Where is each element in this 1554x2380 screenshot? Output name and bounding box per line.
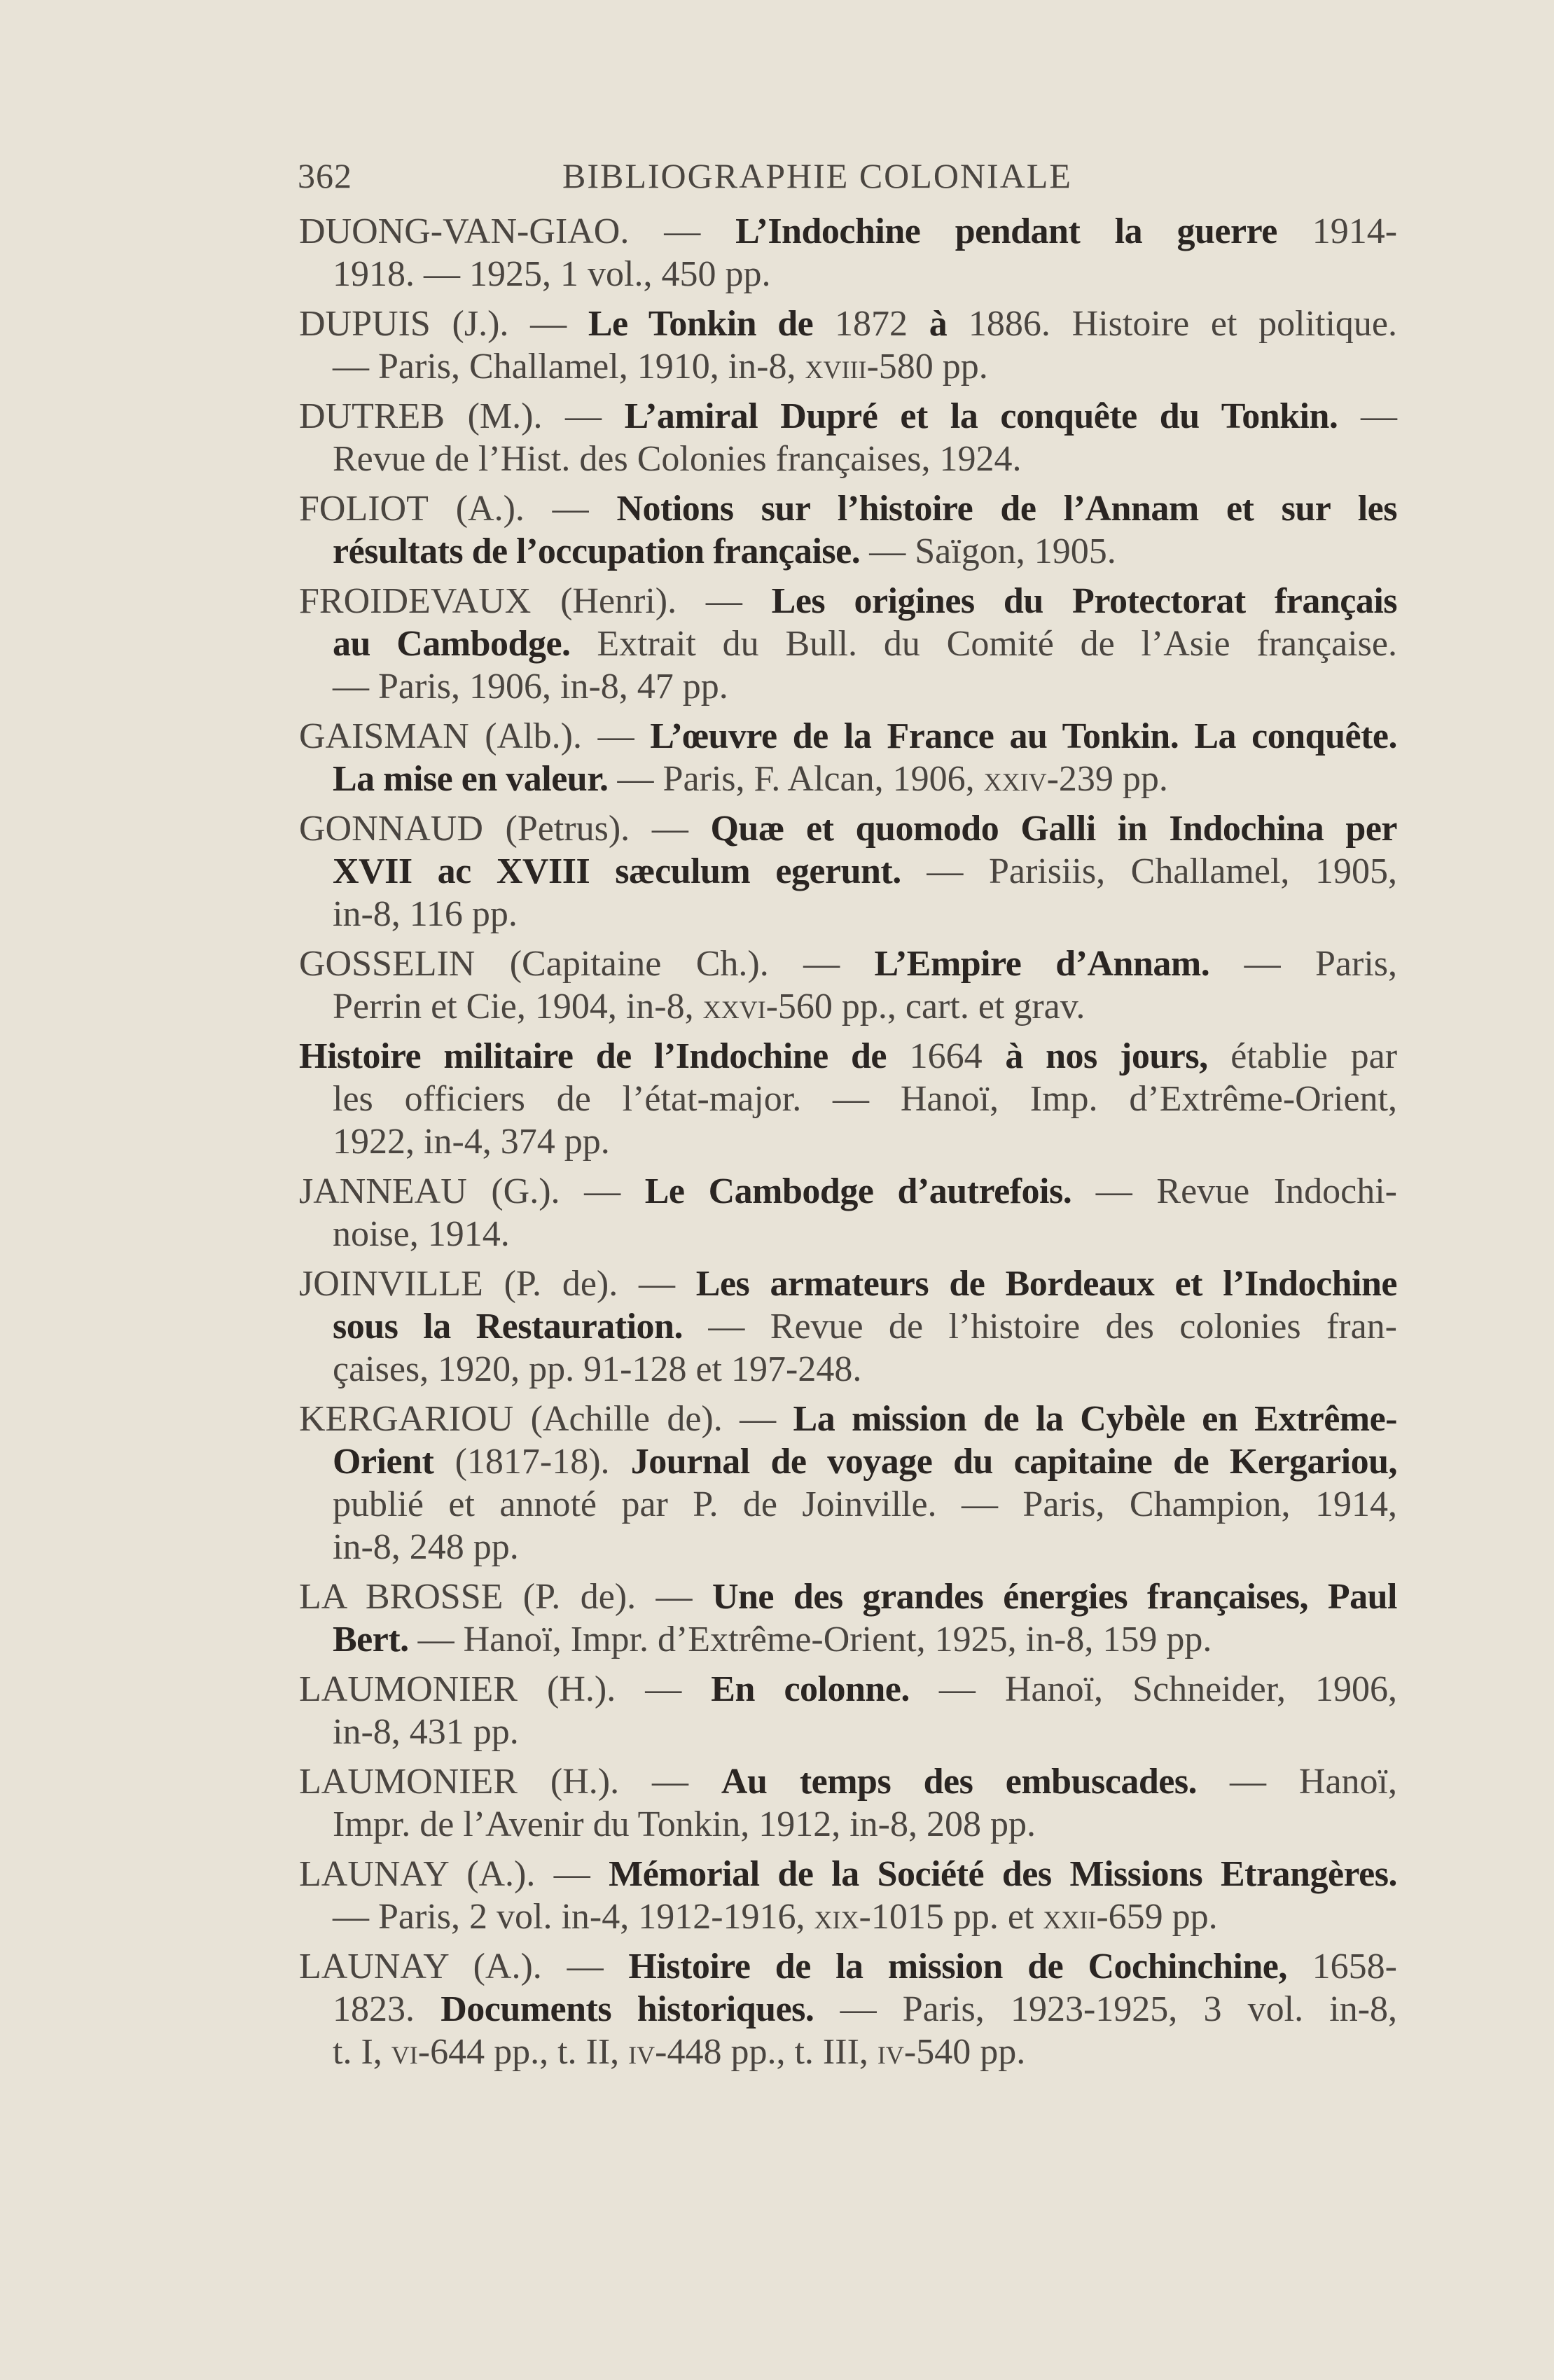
running-title: BIBLIOGRAPHIE COLONIALE bbox=[562, 156, 1072, 195]
bibliography-entry bbox=[299, 1760, 1397, 1846]
entry-text: xix bbox=[814, 1897, 859, 1937]
entry-text: — Parisiis, Challamel, 1905, bbox=[901, 851, 1397, 891]
page-number: 362 bbox=[298, 156, 352, 195]
entry-text: in-8, 248 pp. bbox=[333, 1527, 519, 1567]
bibliography-entry bbox=[299, 580, 1397, 708]
entry-text: — Hanoï, Impr. d’Extrême-Orient, 1925, in-8, 159 pp. bbox=[408, 1620, 1212, 1659]
entry-line bbox=[299, 302, 1397, 345]
entry-text: -560 pp., cart. et grav. bbox=[765, 987, 1085, 1027]
entry-text: — Paris, 1923-1925, 3 vol. in-8, bbox=[814, 1989, 1398, 2029]
bibliography-entry bbox=[299, 1575, 1397, 1661]
entry-text: Extrait du Bull. du Comité de l’Asie française. bbox=[570, 624, 1397, 664]
entry-title-text: Le Tonkin de bbox=[588, 304, 814, 344]
entry-text: — Hanoï, Schneider, 1906, bbox=[909, 1669, 1397, 1709]
entry-text: — Saïgon, 1905. bbox=[860, 531, 1116, 571]
entry-text: 1922, in-4, 374 pp. bbox=[333, 1122, 610, 1162]
entry-title-text: Les armateurs de Bordeaux et l’Indochine bbox=[695, 1264, 1397, 1304]
bibliography-entry bbox=[299, 715, 1397, 800]
entry-text: les officiers de l’état-major. — Hanoï, Imp. d’Extrême-Orient, bbox=[333, 1079, 1397, 1119]
bibliography-entry bbox=[299, 1170, 1397, 1255]
entry-title-text: Quæ et quomodo Galli in Indochina per bbox=[710, 809, 1397, 849]
entry-line bbox=[299, 1853, 1397, 1895]
entry-line bbox=[299, 1078, 1397, 1120]
entry-line bbox=[299, 1711, 1397, 1753]
entry-text: Impr. de l’Avenir du Tonkin, 1912, in-8, 208 pp. bbox=[333, 1804, 1036, 1844]
entry-text: — Hanoï, bbox=[1197, 1762, 1397, 1802]
entry-text: DUPUIS (J.). — bbox=[299, 304, 588, 344]
entry-text: -580 pp. bbox=[866, 347, 988, 387]
entry-line bbox=[299, 1262, 1397, 1305]
bibliography-entry bbox=[299, 1035, 1397, 1163]
entry-text: çaises, 1920, pp. 91-128 et 197-248. bbox=[333, 1349, 862, 1389]
bibliography-entry bbox=[299, 1668, 1397, 1753]
entry-text: in-8, 431 pp. bbox=[333, 1712, 519, 1752]
bibliography-entry bbox=[299, 395, 1397, 480]
entry-title-text: Journal de voyage du capitaine de Kergariou, bbox=[630, 1442, 1397, 1482]
entry-title-text: Les origines du Protectorat français bbox=[771, 581, 1398, 621]
bibliography-entry bbox=[299, 1262, 1397, 1391]
entry-text: -239 pp. bbox=[1046, 759, 1168, 799]
entry-title-text: XVII ac XVIII sæculum egerunt. bbox=[333, 851, 901, 891]
bibliography-entry bbox=[299, 1398, 1397, 1568]
entry-line bbox=[299, 1526, 1397, 1568]
entry-text: — Paris, F. Alcan, 1906, bbox=[608, 759, 984, 799]
bibliography-entry bbox=[299, 1853, 1397, 1938]
entry-text: — Paris, 2 vol. in-4, 1912-1916, bbox=[333, 1897, 814, 1937]
entry-line bbox=[299, 942, 1397, 985]
entry-text: -644 pp., t. II, bbox=[417, 2032, 629, 2072]
entry-text: LAUMONIER (H.). — bbox=[299, 1762, 721, 1802]
entry-text: KERGARIOU (Achille de). — bbox=[299, 1399, 793, 1439]
entry-text: 1886. Histoire et politique. bbox=[947, 304, 1398, 344]
entry-text: GONNAUD (Petrus). — bbox=[299, 809, 711, 849]
entry-title-text: Orient bbox=[333, 1442, 434, 1482]
entry-text: (1817-18). bbox=[433, 1442, 631, 1482]
entry-text: FOLIOT (A.). — bbox=[299, 489, 617, 529]
entry-line bbox=[299, 1575, 1397, 1618]
entry-line bbox=[299, 487, 1397, 530]
entry-text: LAUNAY (A.). — bbox=[299, 1854, 609, 1894]
bibliography-entry bbox=[299, 210, 1397, 295]
entry-text: iv bbox=[628, 2032, 655, 2072]
entry-title-text: Histoire de la mission de Cochinchine, bbox=[628, 1947, 1287, 1986]
entry-title-text: à nos jours, bbox=[1005, 1036, 1208, 1076]
entry-title-text: La mission de la Cybèle en Extrême- bbox=[793, 1399, 1397, 1439]
entry-line bbox=[299, 530, 1397, 573]
entry-title-text: Bert. bbox=[333, 1620, 409, 1659]
entry-line bbox=[299, 1803, 1397, 1846]
entry-line bbox=[299, 438, 1397, 480]
entry-line bbox=[299, 2031, 1397, 2073]
entry-text: — Paris, bbox=[1209, 944, 1398, 984]
entry-text: 1664 bbox=[886, 1036, 1006, 1076]
entry-title-text: Notions sur l’histoire de l’Annam et sur les bbox=[616, 489, 1397, 529]
entry-line bbox=[299, 758, 1397, 800]
entry-text: Revue de l’Hist. des Colonies françaises, 1924. bbox=[333, 439, 1022, 479]
entry-line bbox=[299, 1170, 1397, 1213]
entry-line bbox=[299, 807, 1397, 850]
entry-line bbox=[299, 395, 1397, 438]
entry-text: — Paris, Challamel, 1910, in-8, bbox=[333, 347, 805, 387]
entry-title-text: La mise en valeur. bbox=[333, 759, 609, 799]
entry-title-text: résultats de l’occupation française. bbox=[333, 531, 861, 571]
entry-text: 1658- bbox=[1286, 1947, 1397, 1986]
bibliography-entry bbox=[299, 942, 1397, 1028]
bibliography-list bbox=[299, 210, 1397, 2080]
page-header bbox=[298, 155, 1397, 197]
entry-line bbox=[299, 715, 1397, 758]
entry-title-text: Une des grandes énergies françaises, Paul bbox=[712, 1577, 1398, 1617]
entry-text: — Revue Indochi- bbox=[1071, 1171, 1397, 1211]
entry-line bbox=[299, 622, 1397, 665]
entry-title-text: L’œuvre de la France au Tonkin. La conquête. bbox=[650, 716, 1397, 756]
entry-text: -1015 pp. et bbox=[859, 1897, 1043, 1937]
entry-text: — Paris, 1906, in-8, 47 pp. bbox=[333, 667, 728, 707]
entry-text: LAUNAY (A.). — bbox=[299, 1947, 629, 1986]
entry-text: DUTREB (M.). — bbox=[299, 396, 625, 436]
bibliography-entry bbox=[299, 807, 1397, 935]
entry-line bbox=[299, 1760, 1397, 1803]
entry-text: GAISMAN (Alb.). — bbox=[299, 716, 651, 756]
entry-line bbox=[299, 345, 1397, 388]
entry-line bbox=[299, 850, 1397, 893]
entry-line bbox=[299, 985, 1397, 1028]
entry-title-text: En colonne. bbox=[711, 1669, 910, 1709]
entry-line bbox=[299, 1440, 1397, 1483]
entry-title-text: Documents historiques. bbox=[440, 1989, 814, 2029]
entry-title-text: Au temps des embuscades. bbox=[721, 1762, 1198, 1802]
entry-title-text: Mémorial de la Société des Missions Etrangères. bbox=[609, 1854, 1397, 1894]
entry-line bbox=[299, 253, 1397, 295]
entry-line bbox=[299, 1945, 1397, 1988]
entry-line bbox=[299, 1035, 1397, 1078]
entry-line bbox=[299, 1483, 1397, 1526]
entry-text: -540 pp. bbox=[903, 2032, 1026, 2072]
entry-text: xxvi bbox=[702, 987, 766, 1027]
bibliography-entry bbox=[299, 302, 1397, 388]
entry-title-text: sous la Restauration. bbox=[333, 1307, 683, 1346]
entry-text: xxii bbox=[1043, 1897, 1097, 1937]
entry-text: GOSSELIN (Capitaine Ch.). — bbox=[299, 944, 875, 984]
entry-text: t. I, bbox=[333, 2032, 391, 2072]
entry-text: JOINVILLE (P. de). — bbox=[299, 1264, 696, 1304]
entry-text: noise, 1914. bbox=[333, 1214, 510, 1254]
entry-text: Perrin et Cie, 1904, in-8, bbox=[333, 987, 703, 1027]
entry-line bbox=[299, 1348, 1397, 1391]
entry-text: LAUMONIER (H.). — bbox=[299, 1669, 712, 1709]
bibliography-entry bbox=[299, 487, 1397, 573]
entry-line bbox=[299, 893, 1397, 935]
entry-title-text: au Cambodge. bbox=[333, 624, 571, 664]
entry-text: publié et annoté par P. de Joinville. — Paris, Champion, 1914, bbox=[333, 1484, 1397, 1524]
entry-text: JANNEAU (G.). — bbox=[299, 1171, 645, 1211]
entry-text: DUONG-VAN-GIAO. — bbox=[299, 211, 736, 251]
entry-title-text: L’Indochine pendant la guerre bbox=[735, 211, 1277, 251]
entry-line bbox=[299, 1668, 1397, 1711]
entry-text: xxiv bbox=[983, 759, 1047, 799]
entry-title-text: à bbox=[929, 304, 948, 344]
entry-title-text: Histoire militaire de l’Indochine de bbox=[299, 1036, 887, 1076]
entry-text: LA BROSSE (P. de). — bbox=[299, 1577, 712, 1617]
entry-text: — Revue de l’histoire des colonies fran- bbox=[682, 1307, 1397, 1346]
entry-text: 1823. bbox=[333, 1989, 441, 2029]
entry-line bbox=[299, 1618, 1397, 1661]
entry-text: in-8, 116 pp. bbox=[333, 894, 518, 934]
entry-text: 1918. — 1925, 1 vol., 450 pp. bbox=[333, 254, 771, 294]
entry-text: 1914- bbox=[1277, 211, 1398, 251]
entry-text: iv bbox=[877, 2032, 904, 2072]
entry-text: -659 pp. bbox=[1096, 1897, 1218, 1937]
bibliography-entry bbox=[299, 1945, 1397, 2073]
entry-text: xviii bbox=[805, 347, 867, 387]
entry-line bbox=[299, 1305, 1397, 1348]
entry-text: -448 pp., t. III, bbox=[655, 2032, 877, 2072]
entry-title-text: L’amiral Dupré et la conquête du Tonkin. bbox=[624, 396, 1338, 436]
entry-text: FROIDEVAUX (Henri). — bbox=[299, 581, 772, 621]
entry-line bbox=[299, 1895, 1397, 1938]
entry-text: établie par bbox=[1207, 1036, 1398, 1076]
entry-title-text: L’Empire d’Annam. bbox=[874, 944, 1210, 984]
entry-line bbox=[299, 1213, 1397, 1255]
entry-line bbox=[299, 210, 1397, 253]
entry-text: vi bbox=[391, 2032, 418, 2072]
entry-line bbox=[299, 1988, 1397, 2031]
entry-line bbox=[299, 580, 1397, 622]
entry-text: — bbox=[1338, 396, 1398, 436]
entry-line bbox=[299, 1120, 1397, 1163]
entry-text: 1872 bbox=[813, 304, 929, 344]
entry-line bbox=[299, 1398, 1397, 1440]
entry-line bbox=[299, 665, 1397, 708]
entry-title-text: Le Cambodge d’autrefois. bbox=[644, 1171, 1072, 1211]
